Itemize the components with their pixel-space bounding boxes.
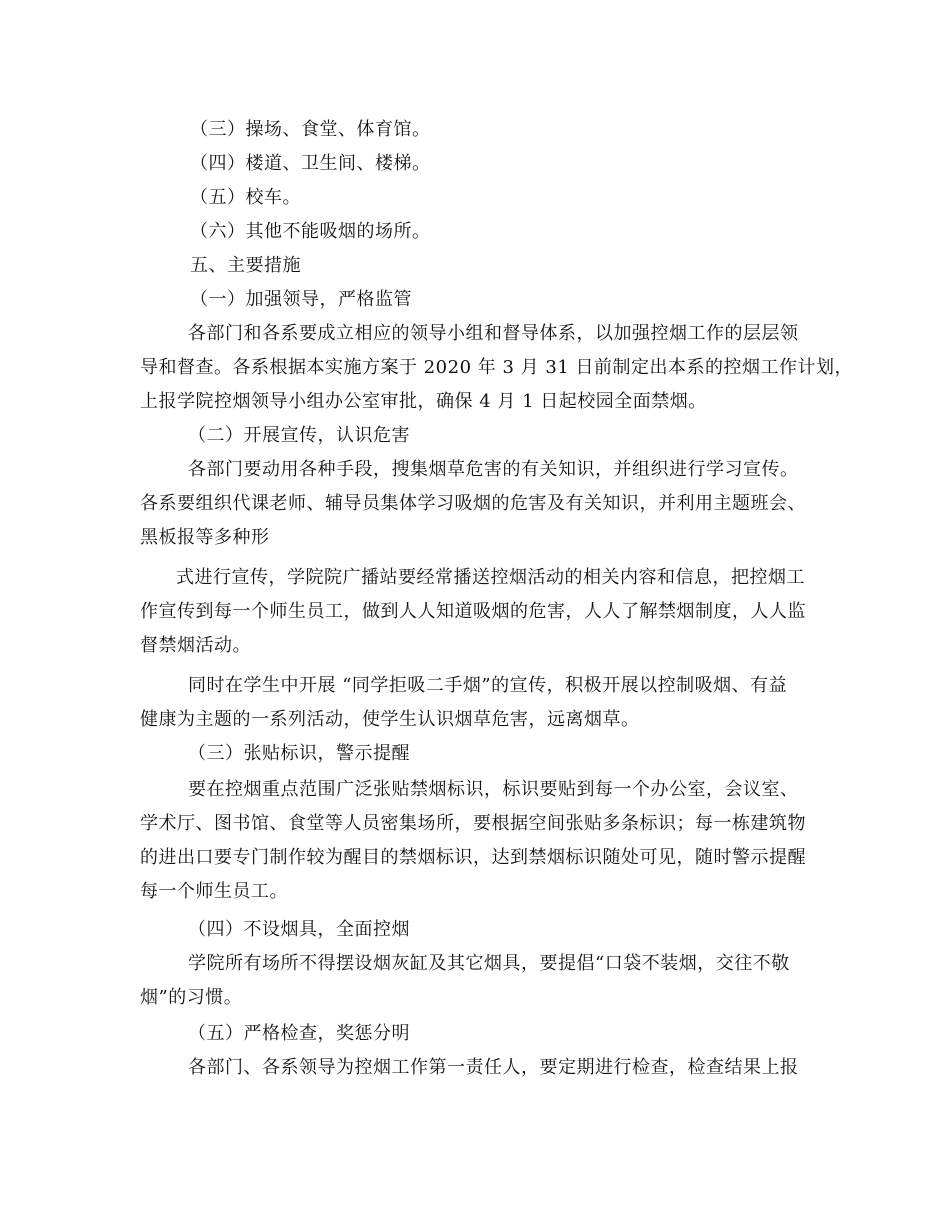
paragraph-line: 每一个师生员工。 [140,881,288,902]
paragraph-line: 健康为主题的一系列活动，使学生认识烟草危害，远离烟草。 [140,709,640,730]
list-item: （三）操场、食堂、体育馆。 [190,119,431,140]
subsection-heading: （三）张贴标识，警示提醒 [188,743,410,764]
list-item: （五）校车。 [190,187,301,208]
section-heading: 五、主要措施 [190,255,301,276]
list-item: （四）楼道、卫生间、楼梯。 [190,153,431,174]
subsection-heading: （二）开展宣传，认识危害 [188,425,410,446]
paragraph-line: 导和督查。各系根据本实施方案于 2020 年 3 月 31 日前制定出本系的控烟工作计划， [140,357,853,378]
paragraph-line: 同时在学生中开展 “同学拒吸二手烟”的宣传，积极开展以控制吸烟、有益 [188,675,788,696]
paragraph-line: 学术厅、图书馆、食堂等人员密集场所，要根据空间张贴多条标识；每一栋建筑物 [140,813,806,834]
paragraph-line: 烟”的习惯。 [140,987,243,1008]
paragraph-line: 各部门要动用各种手段，搜集烟草危害的有关知识，并组织进行学习宣传。 [188,459,799,480]
paragraph-line: 各系要组织代课老师、辅导员集体学习吸烟的危害及有关知识，并利用主题班会、 [140,493,806,514]
list-item: （六）其他不能吸烟的场所。 [190,221,431,242]
subsection-heading: （一）加强领导，严格监管 [190,289,412,310]
paragraph-line: 要在控烟重点范围广泛张贴禁烟标识，标识要贴到每一个办公室，会议室、 [188,779,799,800]
paragraph-line: 作宣传到每一个师生员工，做到人人知道吸烟的危害，人人了解禁烟制度，人人监 [140,601,806,622]
paragraph-line: 各部门和各系要成立相应的领导小组和督导体系，以加强控烟工作的层层领 [188,323,799,344]
paragraph-line: 的进出口要专门制作较为醒目的禁烟标识，达到禁烟标识随处可见，随时警示提醒 [140,847,806,868]
paragraph-line: 各部门、各系领导为控烟工作第一责任人，要定期进行检查，检查结果上报 [188,1057,799,1078]
paragraph-line: 式进行宣传，学院院广播站要经常播送控烟活动的相关内容和信息，把控烟工 [176,567,805,588]
paragraph-line: 黑板报等多种形 [140,527,270,548]
subsection-heading: （五）严格检查，奖惩分明 [188,1023,410,1044]
paragraph-line: 上报学院控烟领导小组办公室审批，确保 4 月 1 日起校园全面禁烟。 [140,391,707,412]
paragraph-line: 学院所有场所不得摆设烟灰缸及其它烟具，要提倡“口袋不装烟，交往不敬 [188,953,790,974]
paragraph-line: 督禁烟活动。 [140,635,251,656]
subsection-heading: （四）不设烟具，全面控烟 [188,919,410,940]
